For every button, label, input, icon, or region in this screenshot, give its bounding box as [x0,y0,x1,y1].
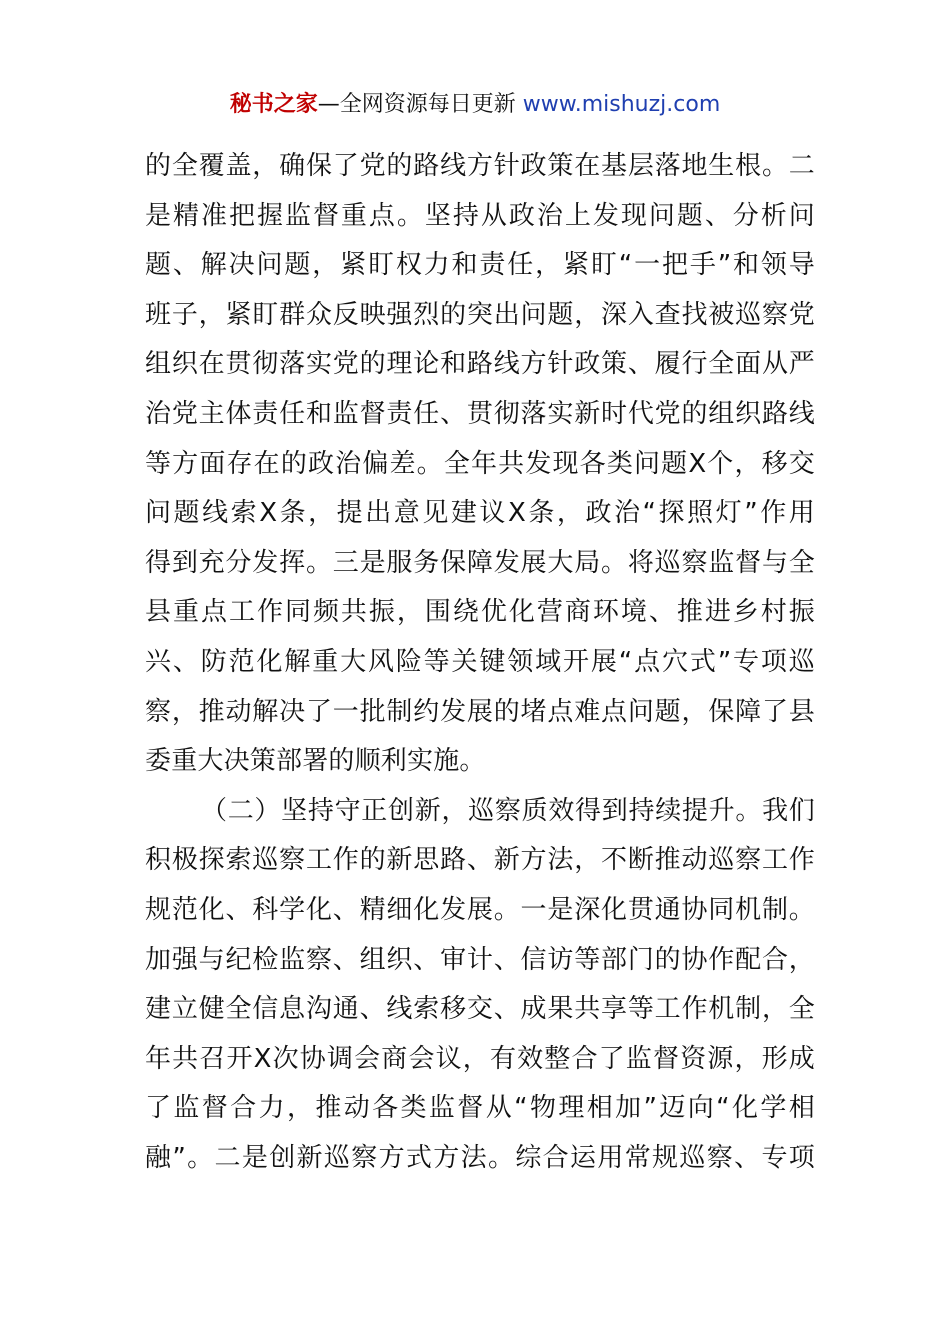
section-heading-line: （二）坚持守正创新，巡察质效得到持续提升。我们 [201,795,815,826]
text-line: 察，推动解决了一批制约发展的堵点难点问题，保障了县 [145,696,815,727]
text-line: 兴、防范化解重大风险等关键领域开展“点穴式”专项巡 [145,646,815,677]
text-line: 积极探索巡察工作的新思路、新方法，不断推动巡察工作 [145,845,815,876]
text-line: 建立健全信息沟通、线索移交、成果共享等工作机制，全 [145,994,815,1025]
text-line: 规范化、科学化、精细化发展。一是深化贯通协同机制。 [145,894,815,925]
text-line: 问题线索X条，提出意见建议X条，政治“探照灯”作用 [145,498,815,529]
text-line: 了监督合力，推动各类监督从“物理相加”迈向“化学相 [145,1093,815,1124]
site-url-link[interactable]: www.mishuzj.com [522,92,721,117]
text-line: 加强与纪检监察、组织、审计、信访等部门的协作配合， [145,944,815,975]
text-line: 得到充分发挥。三是服务保障发展大局。将巡察监督与全 [145,547,815,578]
site-header [0,88,950,122]
text-line: 组织在贯彻落实党的理论和路线方针政策、履行全面从严 [145,349,815,380]
text-line: 县重点工作同频共振，围绕优化营商环境、推进乡村振 [145,597,815,628]
text-line: 是精准把握监督重点。坚持从政治上发现问题、分析问 [145,200,815,231]
text-line: 班子，紧盯群众反映强烈的突出问题，深入查找被巡察党 [145,299,815,330]
text-line: 题、解决问题，紧盯权力和责任，紧盯“一把手”和领导 [145,250,815,281]
text-line: 委重大决策部署的顺利实施。 [145,746,486,777]
site-tagline: —全网资源每日更新 [317,92,523,117]
document-body [145,142,815,1183]
text-line: 等方面存在的政治偏差。全年共发现各类问题X个，移交 [145,448,815,479]
text-line: 融”。二是创新巡察方式方法。综合运用常规巡察、专项 [145,1142,815,1173]
text-line: 的全覆盖，确保了党的路线方针政策在基层落地生根。二 [145,151,815,181]
text-line: 年共召开X次协调会商会议，有效整合了监督资源，形成 [145,1043,815,1074]
site-brand: 秘书之家 [229,92,318,117]
text-line: 治党主体责任和监督责任、贯彻落实新时代党的组织路线 [145,398,815,429]
